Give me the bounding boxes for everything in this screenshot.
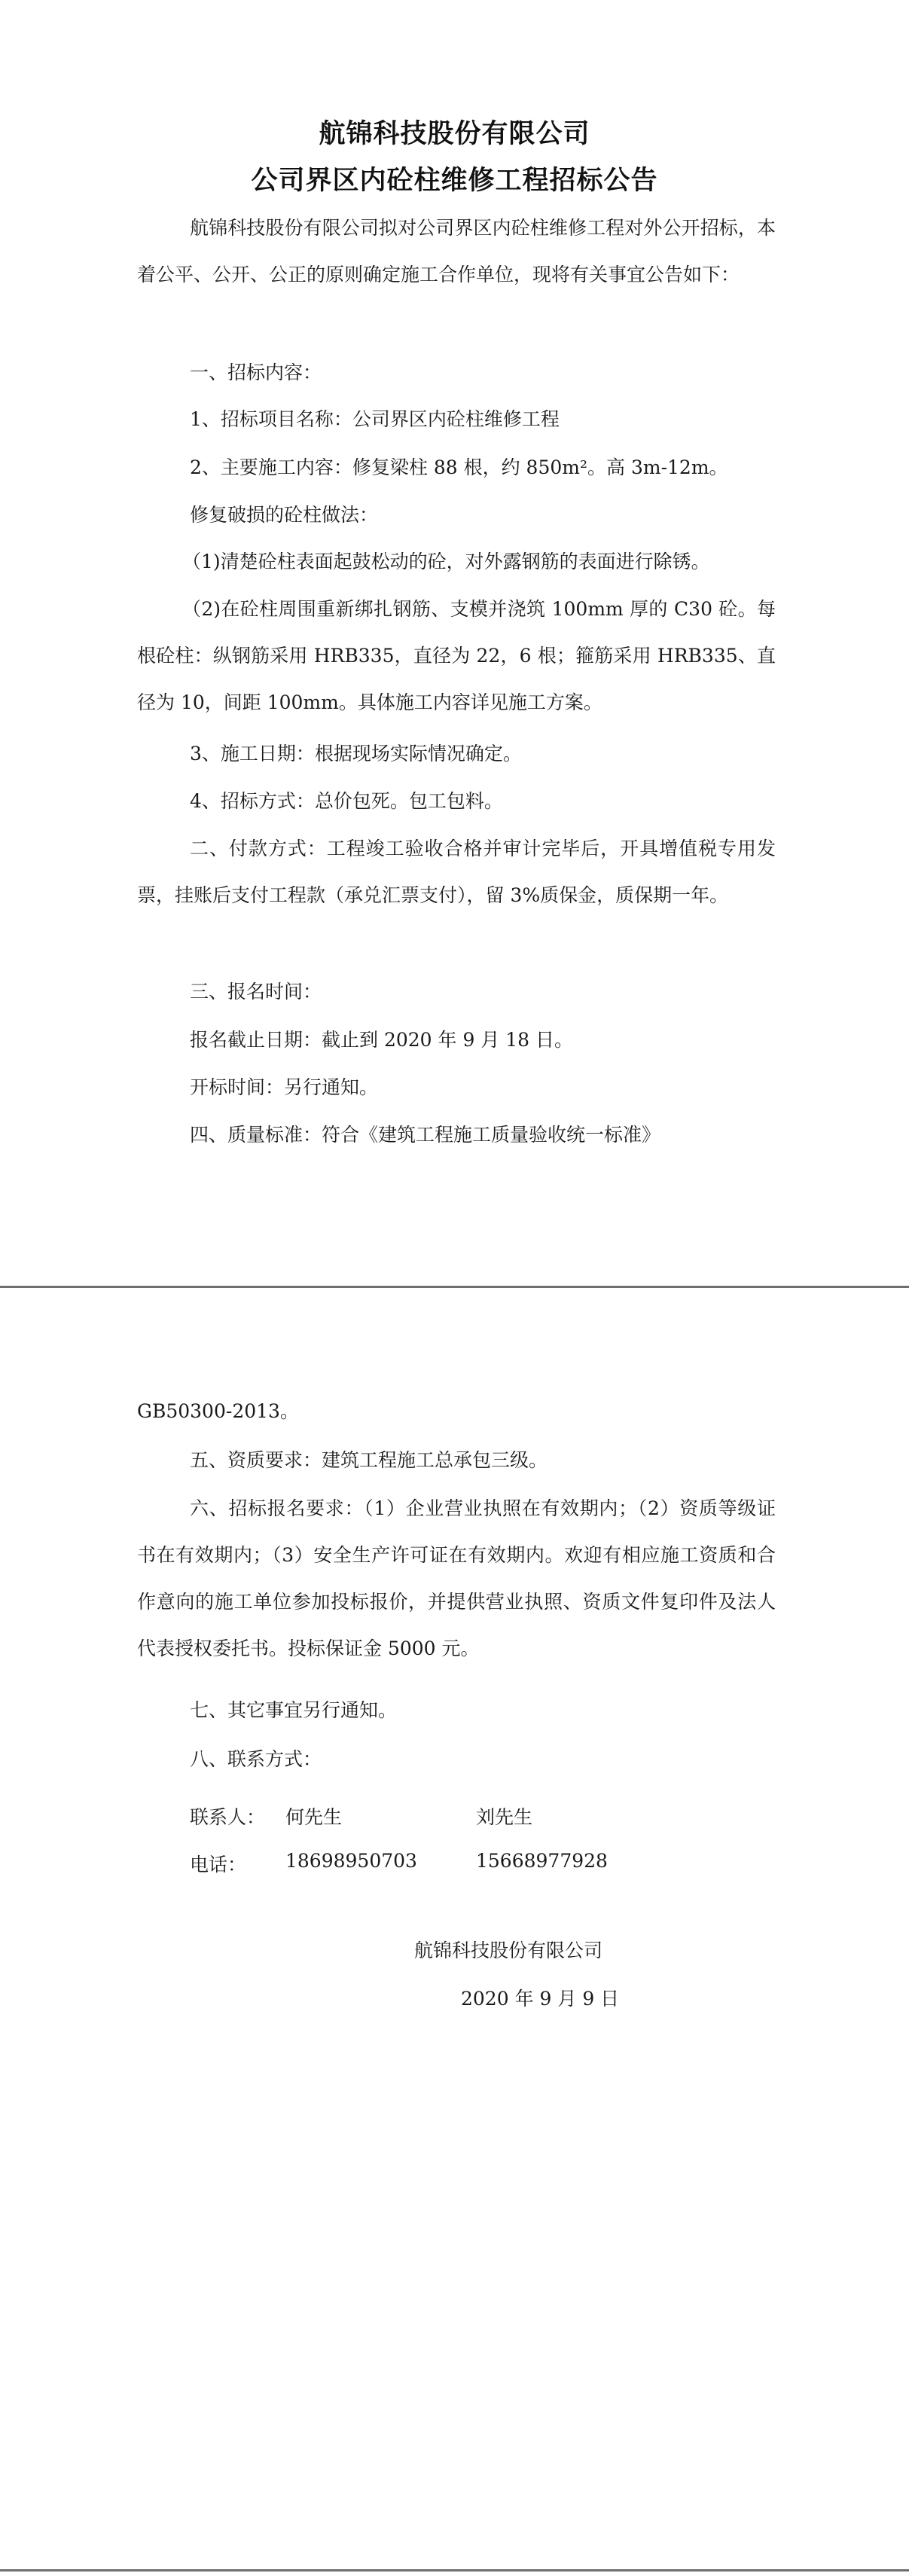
section-1-item-2: 2、主要施工内容：修复梁柱 88 根，约 850m²。高 3m-12m。 [190, 456, 728, 478]
section-3-heading: 三、报名时间： [190, 981, 322, 1003]
contact-person-label: 联系人： [190, 1806, 266, 1828]
section-7-other: 七、其它事宜另行通知。 [190, 1699, 398, 1721]
contact-phone-2: 15668977928 [476, 1850, 608, 1872]
document-page-1 [0, 0, 909, 1286]
section-8-heading: 八、联系方式： [190, 1748, 322, 1770]
registration-deadline: 报名截止日期：截止到 2020 年 9 月 18 日。 [190, 1029, 574, 1051]
contact-person-2: 刘先生 [476, 1806, 533, 1828]
section-1-heading: 一、招标内容： [190, 362, 322, 383]
section-1-item-3: 3、施工日期：根据现场实际情况确定。 [190, 743, 522, 765]
section-1-item-4: 4、招标方式：总价包死。包工包料。 [190, 790, 503, 812]
bid-opening-time: 开标时间：另行通知。 [190, 1076, 379, 1098]
section-4-quality: 四、质量标准：符合《建筑工程施工质量验收统一标准》 [190, 1124, 661, 1146]
section-4-quality-continued: GB50300-2013。 [137, 1400, 299, 1422]
section-2-payment: 二、付款方式：工程竣工验收合格并审计完毕后，开具增值税专用发票，挂账后支付工程款（承兑汇票支付），留 3%质保金，质保期一年。 [137, 838, 776, 906]
notice-title: 公司界区内砼柱维修工程招标公告 [251, 166, 658, 196]
repair-step-2: （2)在砼柱周围重新绑扎钢筋、支模并浇筑 100mm 厚的 C30 砼。每根砼柱：纵钢筋采用 HRB335，直径为 22，6 根；箍筋采用 HRB335、直径为 10，间距 100mm。具体施工内容详见施工方案。 [137, 598, 776, 713]
contact-phone-1: 18698950703 [285, 1850, 417, 1872]
document-page-2 [0, 1290, 909, 2570]
repair-method-heading: 修复破损的砼柱做法： [190, 504, 379, 526]
signature-date: 2020 年 9 月 9 日 [461, 1988, 620, 2010]
intro-paragraph: 航锦科技股份有限公司拟对公司界区内砼柱维修工程对外公开招标，本着公平、公开、公正的原则确定施工合作单位，现将有关事宜公告如下： [137, 217, 776, 285]
repair-step-1: （1)清楚砼柱表面起鼓松动的砼，对外露钢筋的表面进行除锈。 [182, 551, 710, 572]
section-6-requirements: 六、招标报名要求：（1）企业营业执照在有效期内；（2）资质等级证书在有效期内；（3）安全生产许可证在有效期内。欢迎有相应施工资质和合作意向的施工单位参加投标报价，并提供营业执照、资质文件复印件及法人代表授权委托书。投标保证金 5000 元。 [137, 1497, 776, 1659]
section-1-item-1: 1、招标项目名称：公司界区内砼柱维修工程 [190, 408, 560, 430]
company-title: 航锦科技股份有限公司 [319, 119, 590, 149]
signature-company: 航锦科技股份有限公司 [414, 1940, 603, 1961]
page-divider [0, 1286, 909, 1288]
contact-person-1: 何先生 [285, 1806, 343, 1828]
contact-phone-label: 电话： [190, 1854, 247, 1876]
section-5-qualification: 五、资质要求：建筑工程施工总承包三级。 [190, 1449, 548, 1471]
page-bottom-border [0, 2569, 909, 2571]
